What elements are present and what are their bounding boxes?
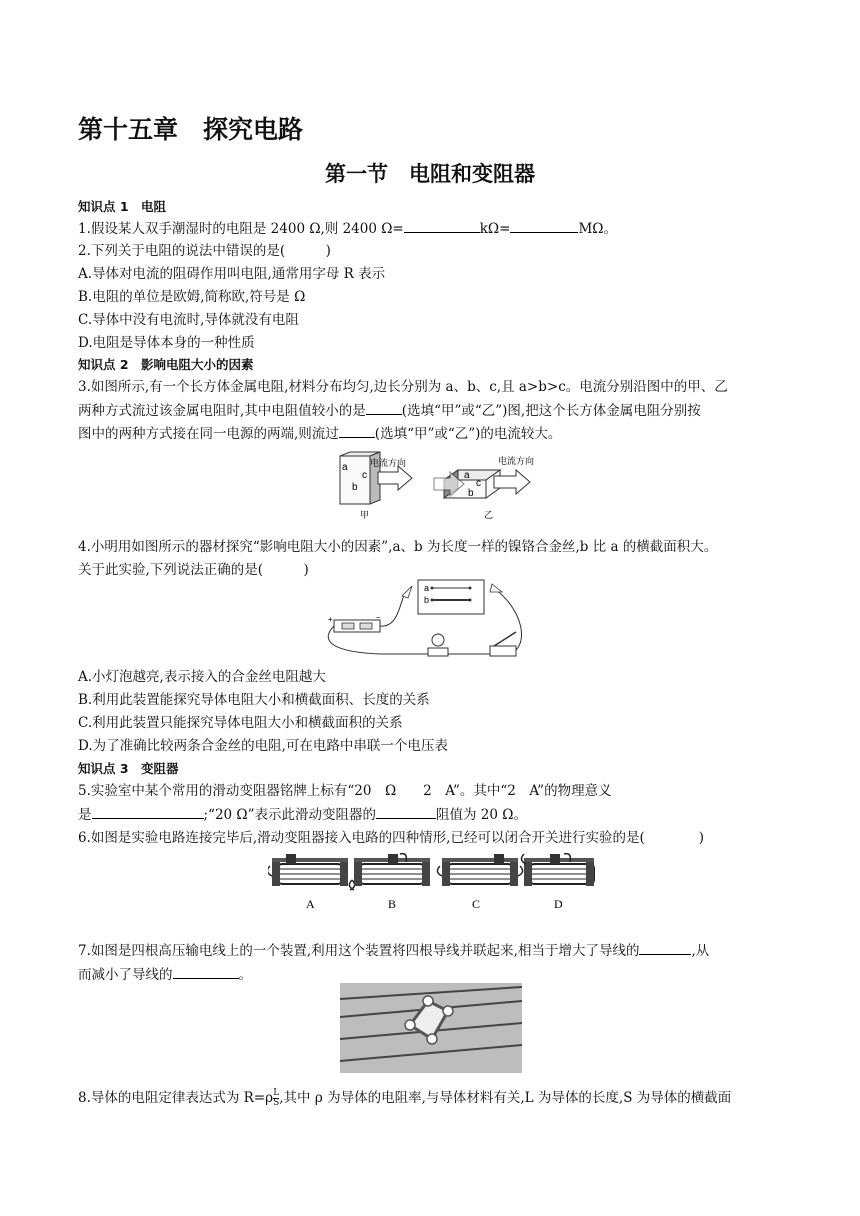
jia-label-a: a (342, 462, 348, 473)
question-4-line-1: 4.小明用如图所示的器材探究“影响电阻大小的因素”,a、b 为长度一样的镍铬合金丝,b 比 a 的横截面积大。 (78, 539, 718, 555)
yi-label: 乙 (484, 510, 494, 520)
question-7-line-2: 而减小了导线的 。 (78, 967, 252, 983)
answer-blank[interactable] (92, 805, 204, 819)
svg-text:+: + (328, 615, 333, 624)
block-yi (434, 455, 534, 520)
option-d: D.电阻是导体本身的一种性质 (78, 335, 255, 351)
lamp (428, 634, 448, 656)
rheostat-label-d: D (554, 897, 563, 911)
answer-blank[interactable] (404, 219, 480, 233)
length-over-area-fraction: $\frac{L}{S}$ (273, 1088, 280, 1108)
question-5-line-1: 5.实验室中某个常用的滑动变阻器铭牌上标有“20 Ω 2 A”。其中“2 A”的物理意义 (78, 783, 612, 799)
wire-a-label: a (424, 583, 430, 593)
jia-label: 甲 (360, 510, 370, 520)
option-a: A.小灯泡越亮,表示接入的合金丝电阻越大 (78, 669, 326, 685)
question-4-line-2: 关于此实验,下列说法正确的是( ) (78, 562, 309, 578)
section-title: 第一节 电阻和变阻器 (325, 162, 535, 186)
jia-label-c: c (362, 470, 367, 481)
option-b: B.电阻的单位是欧姆,简称欧,符号是 Ω (78, 289, 306, 305)
yi-label-a: a (464, 470, 470, 481)
resistor-block-figure (326, 448, 546, 524)
circuit-figure (320, 578, 530, 664)
question-8: 8.导体的电阻定律表达式为 R=ρ $\frac{L}{S}$ ,其中 ρ 为导体的电阻率,与导体材料有关,L 为导体的长度,S 为导体的横截面 (78, 1088, 732, 1108)
battery (328, 613, 381, 632)
block-jia (340, 452, 412, 520)
knowledge-point-1: 知识点 1 电阻 (78, 199, 167, 214)
question-7-line-1: 7.如图是四根高压输电线上的一个装置,利用这个装置将四根导线并联起来,相当于增大了导线的 ,从 (78, 943, 710, 959)
chapter-title: 第十五章 探究电路 (78, 115, 304, 144)
jia-current-direction: 电流方向 (370, 458, 407, 468)
question-5-line-2: 是 ;“20 Ω”表示此滑动变阻器的 阻值为 20 Ω。 (78, 807, 527, 823)
rheostat-c (437, 854, 522, 886)
question-1: 1.假设某人双手潮湿时的电阻是 2400 Ω,则 2400 Ω= kΩ= MΩ。 (78, 221, 617, 237)
answer-blank[interactable] (366, 401, 402, 415)
answer-blank[interactable] (639, 941, 691, 955)
rheostat-b (349, 854, 430, 890)
rheostat-label-b: B (388, 897, 397, 911)
switch (490, 632, 516, 656)
rheostat-figure (268, 852, 598, 914)
question-3-line-1: 3.如图所示,有一个长方体金属电阻,材料分布均匀,边长分别为 a、b、c,且 a>b>c。电流分别沿图中的甲、乙 (78, 379, 728, 395)
question-3-line-2: 两种方式流过该金属电阻时,其中电阻值较小的是 (选填“甲”或“乙”)图,把这个长方体金属电阻分别按 (78, 403, 701, 419)
power-line-spacer-photo (340, 983, 522, 1073)
question-6-stem: 6.如图是实验电路连接完毕后,滑动变阻器接入电路的四种情形,已经可以闭合开关进行实验的是( ) (78, 830, 704, 846)
answer-blank[interactable] (510, 219, 578, 233)
option-b: B.利用此装置能探究导体电阻大小和横截面积、长度的关系 (78, 692, 430, 708)
knowledge-point-2: 知识点 2 影响电阻大小的因素 (78, 357, 254, 372)
option-d: D.为了准确比较两条合金丝的电阻,可在电路中串联一个电压表 (78, 738, 448, 754)
option-c: C.利用此装置只能探究导体电阻大小和横截面积的关系 (78, 715, 403, 731)
jia-label-b: b (352, 482, 358, 493)
yi-current-direction: 电流方向 (498, 456, 535, 466)
question-3-line-3: 图中的两种方式接在同一电源的两端,则流过 (选填“甲”或“乙”)的电流较大。 (78, 426, 562, 442)
svg-text:−: − (376, 613, 381, 622)
rheostat-label-c: C (472, 897, 481, 911)
knowledge-point-3: 知识点 3 变阻器 (78, 761, 179, 776)
yi-label-b: b (468, 488, 474, 499)
answer-blank[interactable] (339, 424, 375, 438)
answer-blank[interactable] (376, 805, 436, 819)
yi-label-c: c (476, 478, 481, 489)
question-2-stem: 2.下列关于电阻的说法中错误的是( ) (78, 243, 331, 259)
rheostat-d (521, 854, 594, 886)
option-c: C.导体中没有电流时,导体就没有电阻 (78, 312, 299, 328)
rheostat-a (268, 854, 355, 890)
answer-blank[interactable] (173, 965, 239, 979)
option-a: A.导体对电流的阻碍作用叫电阻,通常用字母 R 表示 (78, 266, 386, 282)
wire-b-label: b (424, 595, 430, 605)
rheostat-label-a: A (306, 897, 315, 911)
